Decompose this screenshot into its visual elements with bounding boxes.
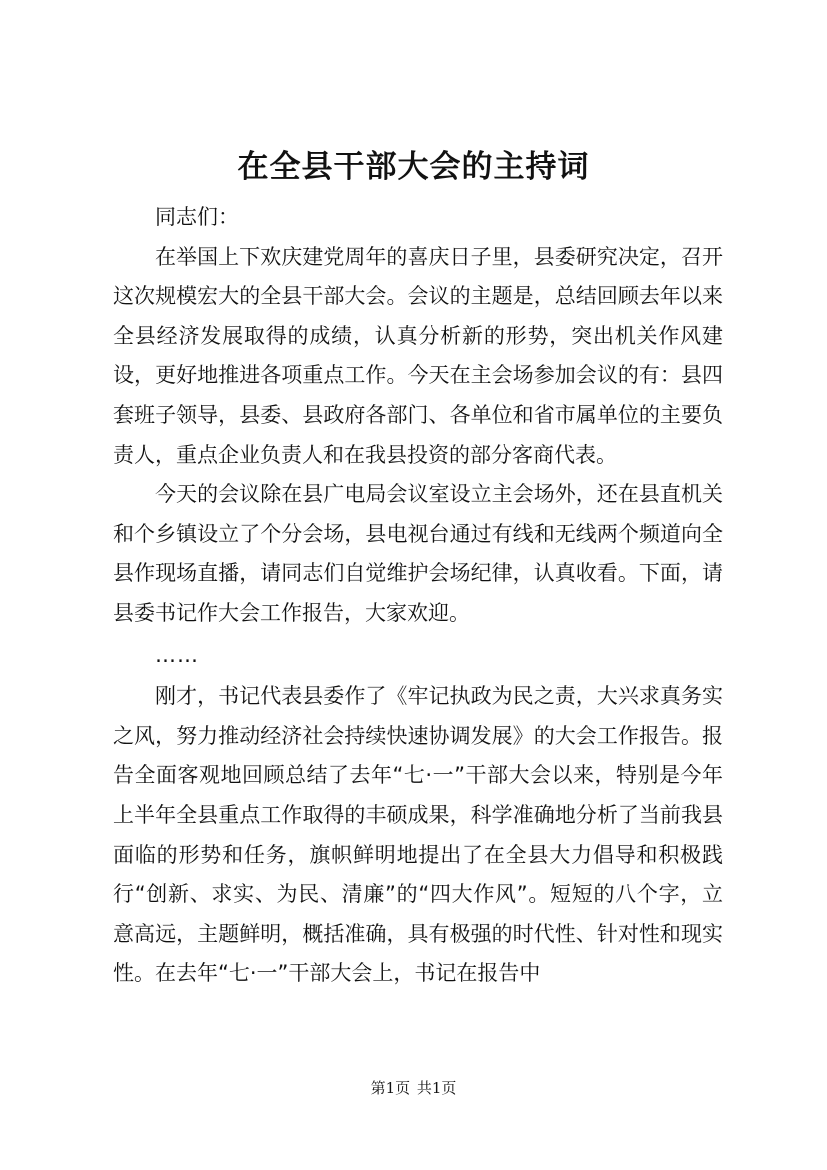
document-body — [113, 198, 723, 994]
salutation: 同志们： — [155, 205, 239, 229]
paragraph-1: 在举国上下欢庆建党周年的喜庆日子里，县委研究决定，召开这次规模宏大的全县干部大会。会议的主题是，总结回顾去年以来全县经济发展取得的成绩，认真分析新的形势，突出机关作风建设，更好地推进各项重点工作。今天在主会场参加会议的有：县四套班子领导，县委、县政府各部门、各单位和省市属单位的主要负责人，重点企业负责人和在我县投资的部分客商代表。 — [113, 244, 723, 467]
page-number: 第1页 — [370, 1079, 411, 1097]
document-title: 在全县干部大会的主持词 — [237, 149, 590, 185]
paragraph-3: 刚才，书记代表县委作了《牢记执政为民之责，大兴求真务实之风，努力推动经济社会持续快速协调发展》的大会工作报告。报告全面客观地回顾总结了去年“七·一”干部大会以来，特别是今年上半年全县重点工作取得的丰硕成果，科学准确地分析了当前我县面临的形势和任务，旗帜鲜明地提出了在全县大力倡导和积极践行“创新、求实、为民、清廉”的“四大作风”。短短的八个字，立意高远，主题鲜明，概括准确，具有极强的时代性、针对性和现实性。在去年“七·一”干部大会上，书记在报告中 — [113, 684, 723, 986]
paragraph-2: 今天的会议除在县广电局会议室设立主会场外，还在县直机关和个乡镇设立了个分会场，县电视台通过有线和无线两个频道向全县作现场直播，请同志们自觉维护会场纪律，认真收看。下面，请县委书记作大会工作报告，大家欢迎。 — [113, 482, 723, 625]
ellipsis: …… — [155, 642, 199, 667]
page-total: 共1页 — [416, 1079, 457, 1097]
page-footer — [0, 1077, 827, 1099]
